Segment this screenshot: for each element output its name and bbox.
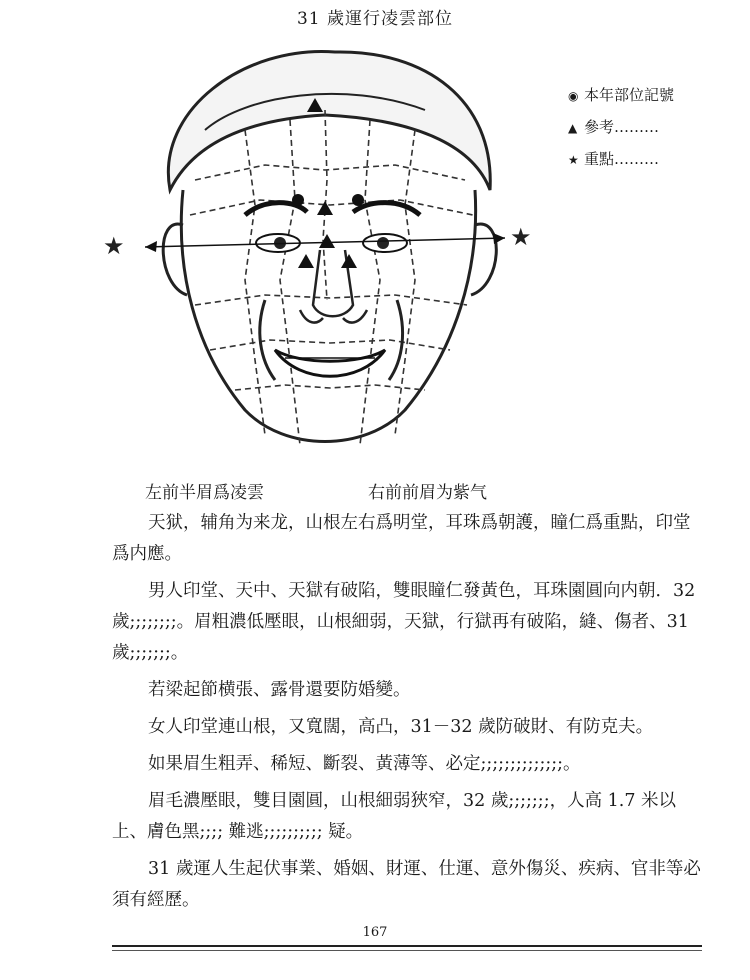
paragraph: 如果眉生粗弄、稀短、斷裂、黃薄等、必定;;;;;;;;;;;;;;。 <box>148 754 581 774</box>
legend-label: 參考……… <box>584 118 660 136</box>
legend <box>568 80 674 176</box>
legend-item <box>568 144 674 176</box>
legend-label: 本年部位記號 <box>584 86 675 104</box>
right-star-icon: ★ <box>510 223 532 251</box>
triangle-icon <box>319 234 335 248</box>
legend-label: 重點……… <box>584 150 660 168</box>
paragraph: 若梁起節横張、露骨還要防婚變。 <box>148 680 411 700</box>
page-title: 31 歲運行凌雲部位 <box>296 9 454 29</box>
star-icon: ★ <box>568 153 579 167</box>
paragraph: 眉毛濃壓眼，雙目園圓，山根細弱狹窄，32 歲;;;;;;;，人高 1.7 米以上、膚色黑;;;; 難逃;;;;;;;;;; 疑。 <box>112 791 677 842</box>
paragraph: 31 歲運人生起伏事業、婚姻、財運、仕運、意外傷災、疾病、官非等必須有經歷。 <box>112 859 701 910</box>
footer-rule <box>112 950 702 951</box>
paragraph: 男人印堂、天中、天獄有破陷，雙眼瞳仁發黃色，耳珠園圓向内朝．32 歲;;;;;;;;。眉粗濃低壓眼，山根細弱，天獄，行獄再有破陷，縫、傷者、31 歲;;;;;;;。 <box>112 581 696 663</box>
circle-dot-icon <box>292 194 304 206</box>
footer-rule <box>112 945 702 947</box>
legend-item <box>568 112 674 144</box>
caption-right: 右前前眉为紫气 <box>368 483 487 503</box>
left-star-icon: ★ <box>103 232 125 260</box>
face-illustration <box>95 40 555 460</box>
caption-left: 左前半眉爲凌雲 <box>145 483 264 503</box>
right-eyebrow <box>353 203 420 215</box>
circle-dot-icon: ◉ <box>568 89 579 103</box>
paragraph: 天狱，辅角为来龙，山根左右爲明堂，耳珠爲朝護，瞳仁爲重點，印堂爲内應。 <box>112 513 691 564</box>
circle-dot-icon <box>352 194 364 206</box>
triangle-icon: ▲ <box>568 121 578 135</box>
triangle-icon <box>298 254 314 268</box>
legend-item <box>568 80 674 112</box>
page-number: 167 <box>362 925 388 940</box>
paragraph: 女人印堂連山根，又寬闊，高凸，31－32 歲防破財、有防克夫。 <box>148 717 654 737</box>
triangle-icon <box>341 254 357 268</box>
body-text <box>112 508 702 922</box>
triangle-icon <box>317 201 333 215</box>
